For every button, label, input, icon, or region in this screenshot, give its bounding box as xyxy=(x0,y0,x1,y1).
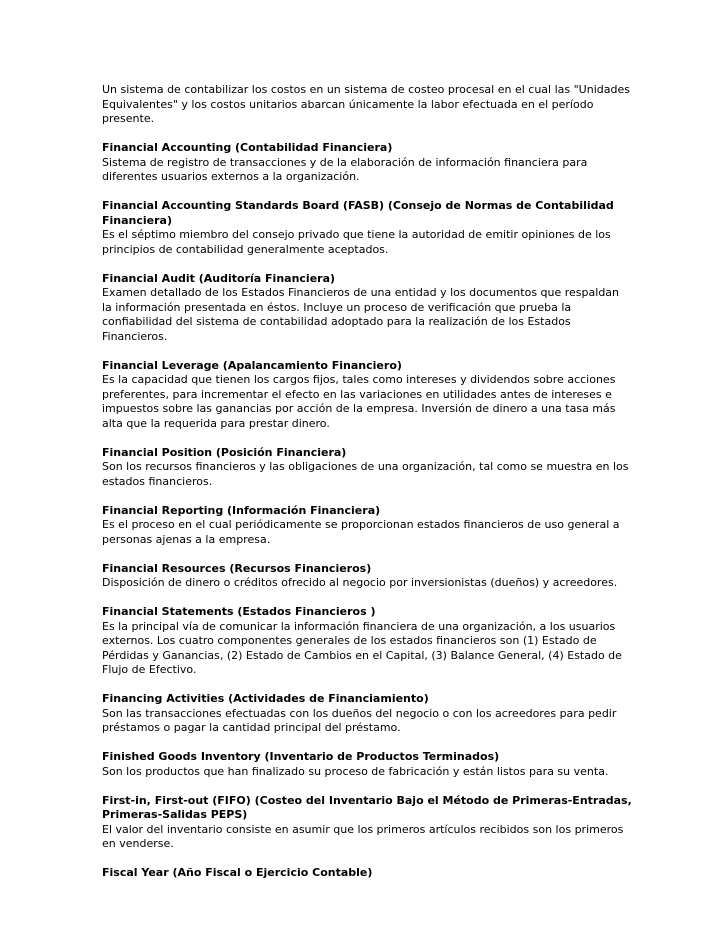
entry-definition: El valor del inventario consiste en asumir que los primeros artículos recibidos son los primeros en venderse. xyxy=(102,822,624,850)
glossary-entry xyxy=(102,446,632,490)
glossary-entry xyxy=(102,866,632,881)
entry-definition: Es el proceso en el cual periódicamente se proporcionan estados financieros de uso general a personas ajenas a la empresa. xyxy=(102,518,620,546)
entry-term: Financial Reporting (Información Financiera) xyxy=(102,503,381,517)
entry-definition: Es la principal vía de comunicar la información financiera de una organización, a los usuarios externos. Los cuatro componentes generales de los estados financieros son (1) Estado de Pérdidas y Ganancias, (2) Estado de Cambios en el Capital, (3) Balance General, (4) Estado de Flujo de Efectivo. xyxy=(102,619,622,676)
entry-term: Financing Activities (Actividades de Financiamiento) xyxy=(102,692,429,705)
entry-term: Financial Accounting (Contabilidad Financiera) xyxy=(102,141,393,154)
glossary-entry xyxy=(102,359,632,432)
glossary-entry xyxy=(102,562,632,591)
glossary-entry xyxy=(102,141,632,185)
glossary-entry xyxy=(102,794,632,852)
entry-term: Finished Goods Inventory (Inventario de Productos Terminados) xyxy=(102,750,500,763)
entry-term: Financial Audit (Auditoría Financiera) xyxy=(102,271,336,285)
glossary-entry xyxy=(102,504,632,548)
entry-term: Financial Leverage (Apalancamiento Financiero) xyxy=(102,358,402,372)
entry-definition: Son los recursos financieros y las obligaciones de una organización, tal como se muestra en los estados financieros. xyxy=(102,460,629,488)
entry-term: First-in, First-out (FIFO) (Costeo del Inventario Bajo el Método de Primeras-Entradas, Primeras-Salidas PEPS) xyxy=(102,793,632,821)
intro-paragraph: Un sistema de contabilizar los costos en un sistema de costeo procesal en el cual las "Unidades Equivalentes" y los costos unitarios abarcan únicamente la labor efectuada en el período presente. xyxy=(102,83,630,125)
entry-definition: Examen detallado de los Estados Financieros de una entidad y los documentos que respaldan la información presentada en éstos. Incluye un proceso de verificación que prueba la confiabilidad del sistema de contabilidad adoptado para la realización de los Estados Financieros. xyxy=(102,286,620,343)
entry-definition: Sistema de registro de transacciones y de la elaboración de información financiera para diferentes usuarios externos a la organización. xyxy=(102,155,588,183)
entry-definition: Son los productos que han finalizado su proceso de fabricación y están listos para su venta. xyxy=(102,764,609,778)
entry-definition: Son las transacciones efectuadas con los dueños del negocio o con los acreedores para pedir préstamos o pagar la cantidad principal del préstamo. xyxy=(102,706,617,734)
glossary-entry xyxy=(102,199,632,257)
entry-term: Fiscal Year (Año Fiscal o Ejercicio Contable) xyxy=(102,866,373,879)
entry-term: Financial Position (Posición Financiera) xyxy=(102,445,347,459)
entry-term: Financial Statements (Estados Financieros ) xyxy=(102,605,376,618)
glossary-entry xyxy=(102,272,632,345)
entry-definition: Es la capacidad que tienen los cargos fijos, tales como intereses y dividendos sobre acciones preferentes, para incrementar el efecto en las variaciones en utilidades antes de intereses e impuestos sobre las ganancias por acción de la empresa. Inversión de dinero a una tasa más alta que la requerida para prestar dinero. xyxy=(102,373,616,430)
glossary-entry xyxy=(102,605,632,678)
entry-term: Financial Accounting Standards Board (FASB) (Consejo de Normas de Contabilidad Financiera) xyxy=(102,199,614,227)
glossary-entry xyxy=(102,750,632,779)
entry-definition: Disposición de dinero o créditos ofrecido al negocio por inversionistas (dueños) y acreedores. xyxy=(102,576,618,589)
glossary-page xyxy=(102,83,632,895)
entry-definition: Es el séptimo miembro del consejo privado que tiene la autoridad de emitir opiniones de los principios de contabilidad generalmente aceptados. xyxy=(102,228,611,256)
glossary-entry xyxy=(102,692,632,736)
entry-term: Financial Resources (Recursos Financieros) xyxy=(102,561,372,575)
